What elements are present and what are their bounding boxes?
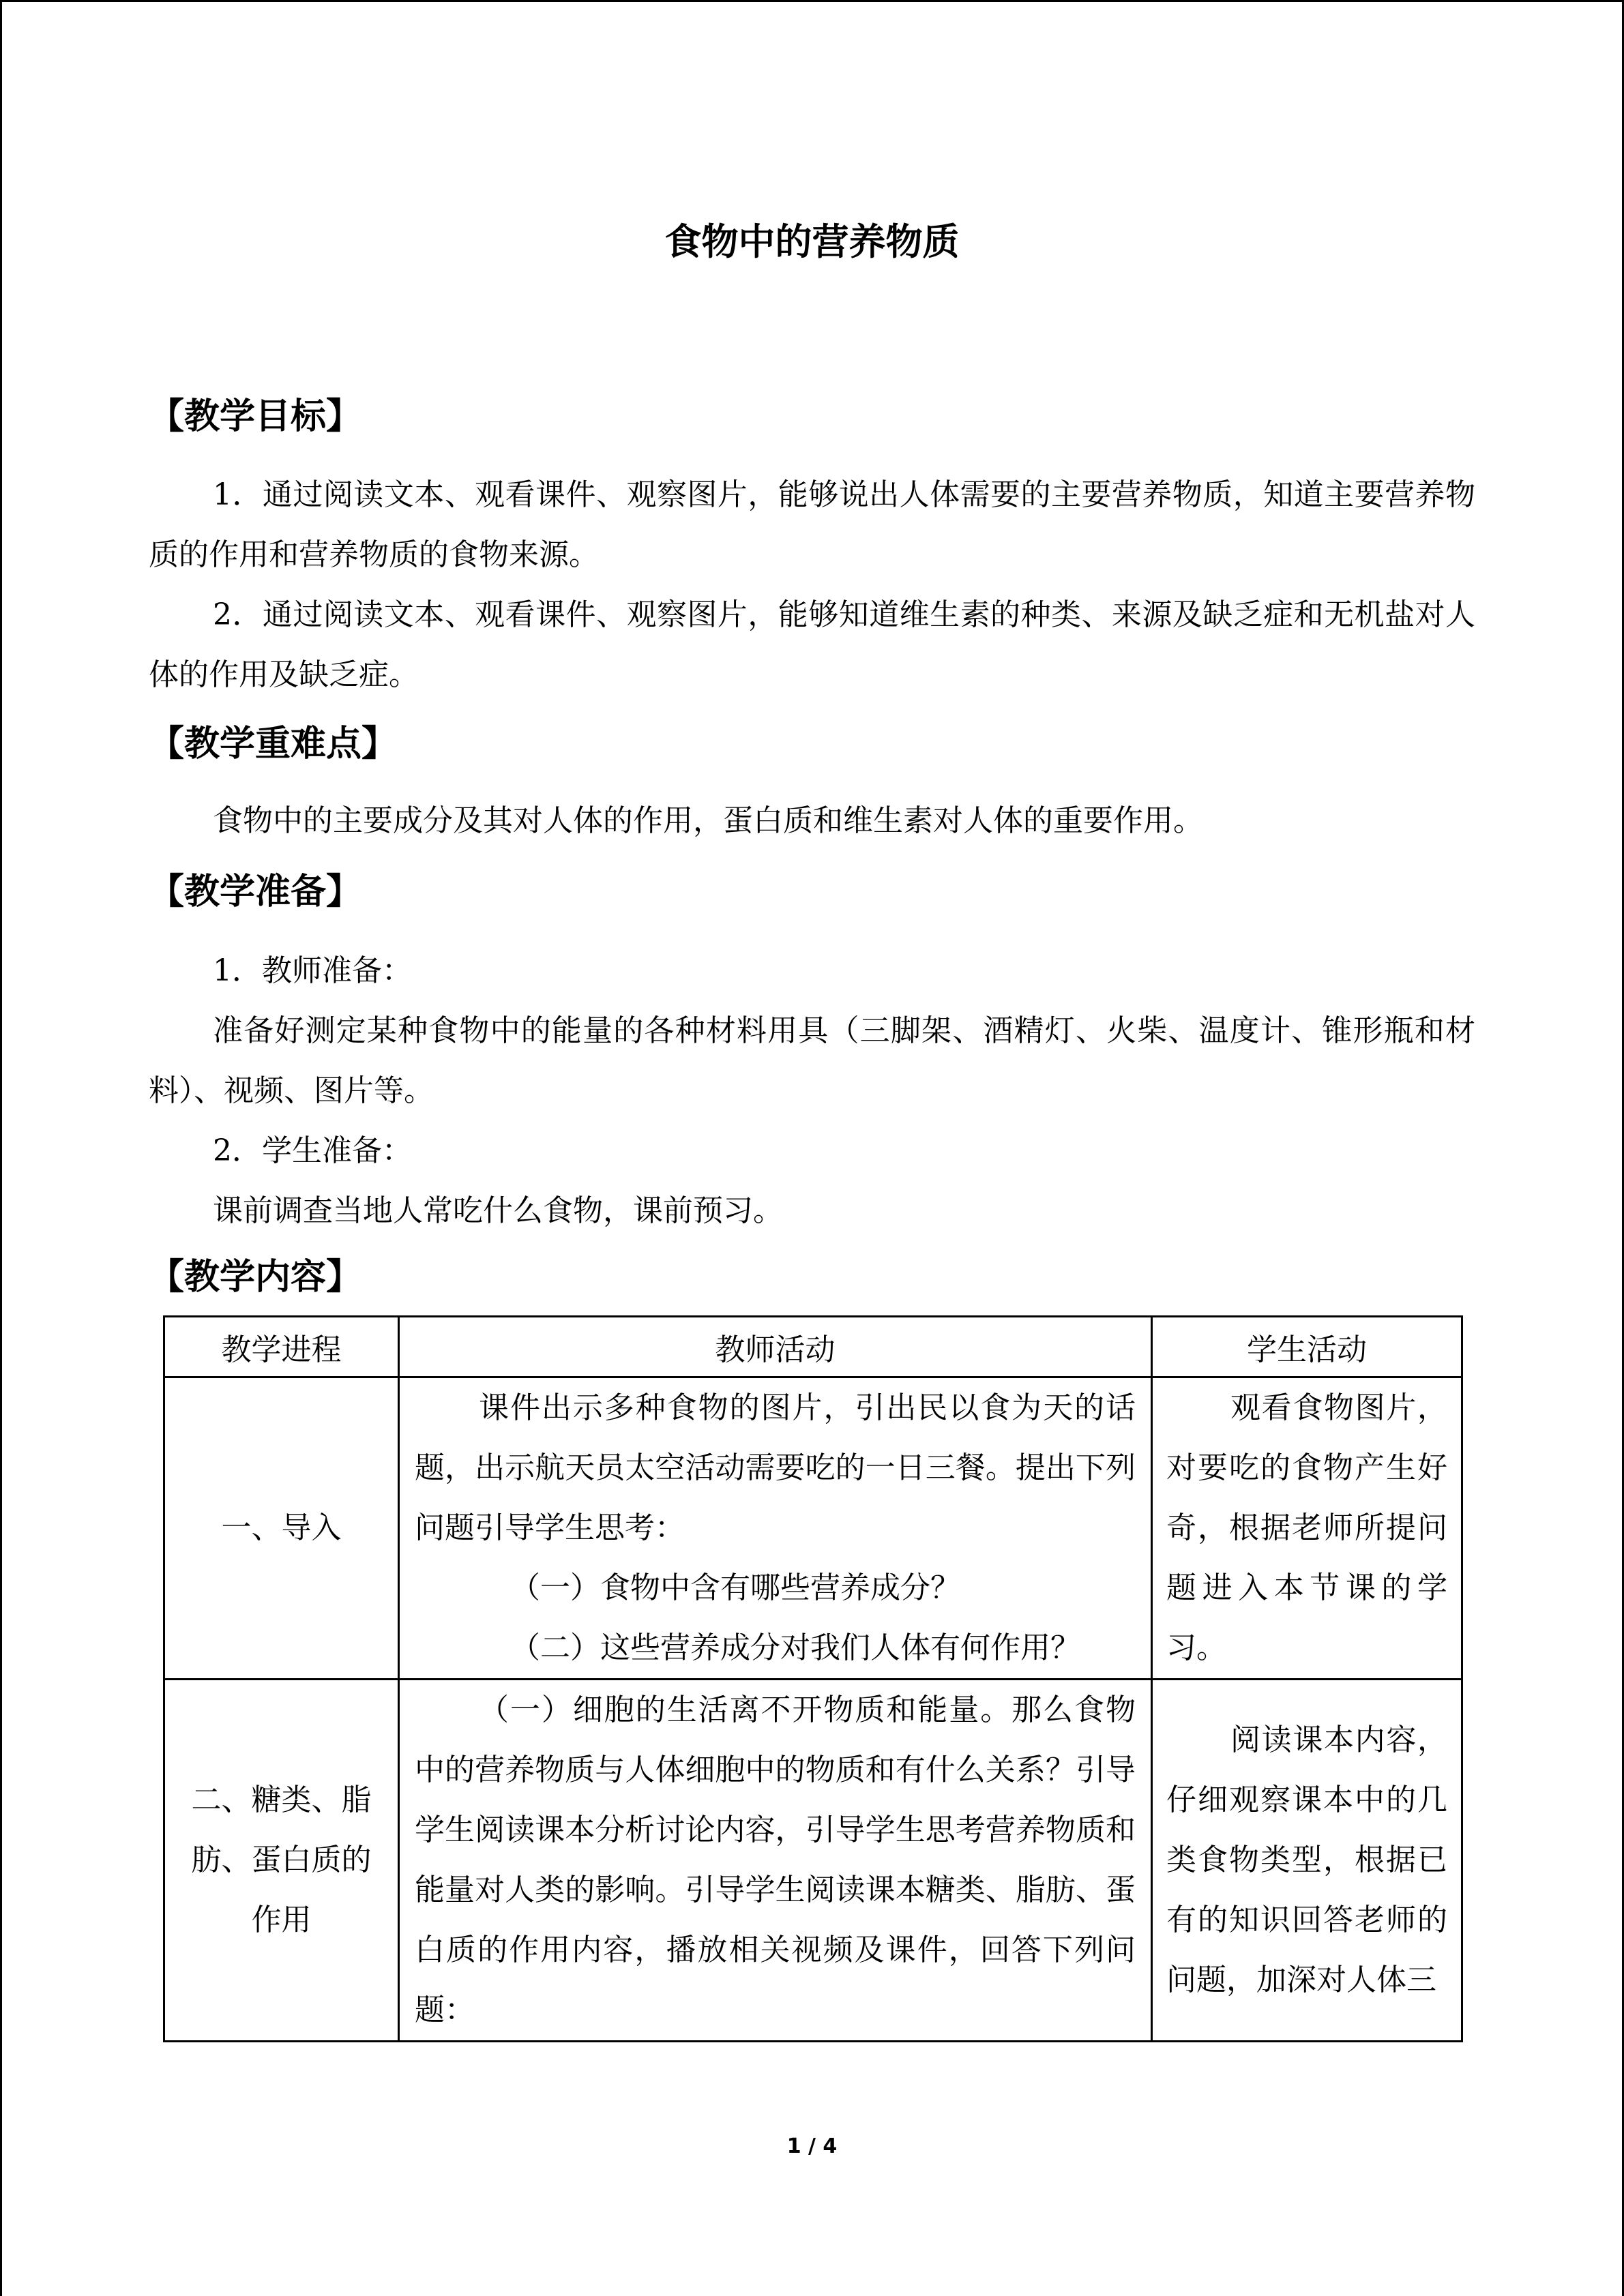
objective-item-1: 1．通过阅读文本、观看课件、观察图片，能够说出人体需要的主要营养物质，知道主要营养物质的作用和营养物质的食物来源。 bbox=[149, 477, 1475, 572]
header-stage: 教学进程 bbox=[164, 1317, 399, 1377]
content-heading: 【教学内容】 bbox=[149, 1257, 362, 1298]
student-activity-cell bbox=[1152, 1377, 1462, 1680]
teacher-question-2: （二）这些营养成分对我们人体有何作用？ bbox=[510, 1630, 1080, 1665]
table-row bbox=[164, 1377, 1462, 1680]
document-title: 食物中的营养物质 bbox=[664, 220, 960, 263]
key-points-text: 食物中的主要成分及其对人体的作用，蛋白质和维生素对人体的重要作用。 bbox=[213, 803, 1203, 838]
table-header-row bbox=[164, 1317, 1462, 1377]
teacher-question-1: （一）食物中含有哪些营养成分？ bbox=[510, 1570, 960, 1605]
student-prep-text: 课前调查当地人常吃什么食物，课前预习。 bbox=[213, 1193, 783, 1228]
teacher-activity-text: （一）细胞的生活离不开物质和能量。那么食物中的营养物质与人体细胞中的物质和有什么关系？引导学生阅读课本分析讨论内容，引导学生思考营养物质和能量对人类的影响。引导学生阅读课本糖类、脂肪、蛋白质的作用内容，播放相关视频及课件，回答下列问题： bbox=[415, 1693, 1136, 2027]
objectives-heading: 【教学目标】 bbox=[149, 396, 362, 437]
teacher-prep-text: 准备好测定某种食物中的能量的各种材料用具（三脚架、酒精灯、火柴、温度计、锥形瓶和材料）、视频、图片等。 bbox=[149, 1013, 1475, 1108]
objective-item-2: 2．通过阅读文本、观看课件、观察图片，能够知道维生素的种类、来源及缺乏症和无机盐对人体的作用及缺乏症。 bbox=[149, 597, 1475, 692]
teacher-activity-text: 课件出示多种食物的图片，引出民以食为天的话题，出示航天员太空活动需要吃的一日三餐。提出下列问题引导学生思考： bbox=[415, 1390, 1136, 1545]
header-teacher: 教师活动 bbox=[399, 1317, 1152, 1377]
stage-cell: 一、导入 bbox=[164, 1377, 399, 1680]
page-number: 1 / 4 bbox=[786, 2134, 838, 2158]
stage-cell: 二、糖类、脂肪、蛋白质的作用 bbox=[164, 1680, 399, 2042]
student-prep-label: 2．学生准备： bbox=[213, 1133, 412, 1168]
teacher-activity-cell bbox=[399, 1680, 1152, 2042]
student-activity-text: 阅读课本内容，仔细观察课本中的几类食物类型，根据已有的知识回答老师的问题，加深对人体三 bbox=[1166, 1723, 1447, 1997]
header-student: 学生活动 bbox=[1152, 1317, 1462, 1377]
teacher-prep-label: 1．教师准备： bbox=[213, 953, 412, 988]
table-row bbox=[164, 1680, 1462, 2042]
key-points-heading: 【教学重难点】 bbox=[149, 724, 398, 764]
student-activity-cell bbox=[1152, 1680, 1462, 2042]
student-activity-text: 观看食物图片，对要吃的食物产生好奇，根据老师所提问题进入本节课的学习。 bbox=[1166, 1390, 1447, 1665]
preparation-heading: 【教学准备】 bbox=[149, 871, 362, 912]
teacher-activity-cell bbox=[399, 1377, 1152, 1680]
lesson-table bbox=[163, 1315, 1463, 2042]
